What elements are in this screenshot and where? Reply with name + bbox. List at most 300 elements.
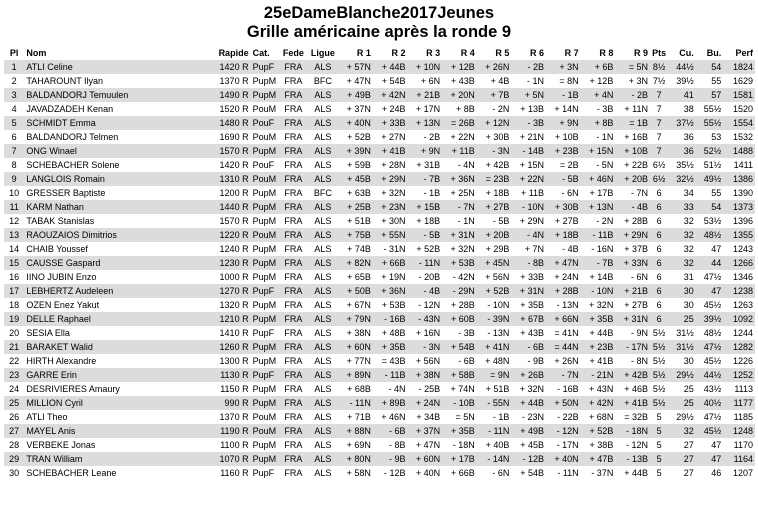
cell-points: 6 [650, 200, 668, 214]
cell-round-2: = 43B [373, 354, 408, 368]
cell-points: 6 [650, 256, 668, 270]
cell-round-8: - 3B [581, 102, 616, 116]
cell-buchholz: 46 [696, 466, 724, 480]
cell-league: ALS [308, 284, 339, 298]
cell-round-8: - 5N [581, 158, 616, 172]
cell-cumulative: 44½ [668, 60, 696, 74]
cell-cumulative: 27 [668, 452, 696, 466]
cell-place: 8 [4, 158, 24, 172]
tournament-title: 25eDameBlanche2017Jeunes [263, 4, 495, 22]
cell-league: ALS [308, 130, 339, 144]
cell-round-6: + 45B [511, 438, 546, 452]
header-buchholz: Bu. [706, 48, 722, 58]
cell-round-5: - 11N [477, 424, 512, 438]
cell-round-8: + 42N [581, 396, 616, 410]
cell-round-3: + 10N [407, 60, 442, 74]
cell-points: 5 [650, 410, 668, 424]
cell-category: PupM [251, 88, 280, 102]
cell-performance: 1238 [723, 284, 755, 298]
cell-federation: FRA [279, 144, 308, 158]
cell-round-5: + 41N [477, 340, 512, 354]
cell-category: PouM [251, 424, 280, 438]
cell-rating: 1240 R [208, 242, 251, 256]
cell-round-4: + 11B [442, 144, 477, 158]
cell-name: SCHEBACHER Solene [24, 158, 207, 172]
cell-round-5: + 29B [477, 242, 512, 256]
cell-federation: FRA [279, 326, 308, 340]
cell-performance: 1396 [723, 214, 755, 228]
cell-round-4: + 54B [442, 340, 477, 354]
cell-round-7: + 47N [546, 256, 581, 270]
cell-buchholz: 45½ [696, 298, 724, 312]
cell-cumulative: 33 [668, 200, 696, 214]
table-row [4, 312, 755, 326]
cell-round-5: + 26N [477, 60, 512, 74]
cell-federation: FRA [279, 284, 308, 298]
cell-round-8: + 47B [581, 452, 616, 466]
cell-federation: FRA [279, 158, 308, 172]
cell-round-8: - 21N [581, 368, 616, 382]
cell-round-1: + 49B [338, 88, 373, 102]
cell-league: ALS [308, 200, 339, 214]
cell-round-2: - 4N [373, 382, 408, 396]
cell-round-2: + 46N [373, 410, 408, 424]
cell-cumulative: 30 [668, 354, 696, 368]
table-row [4, 438, 755, 452]
cell-points: 7½ [650, 74, 668, 88]
header-round-7: R 7 [564, 48, 579, 58]
cell-round-6: + 67B [511, 312, 546, 326]
cell-round-3: - 12N [407, 298, 442, 312]
cell-name: ONG Winael [24, 144, 207, 158]
cell-round-4: + 31N [442, 228, 477, 242]
cell-round-2: + 29N [373, 172, 408, 186]
cell-rating: 1300 R [208, 354, 251, 368]
cell-performance: 1824 [723, 60, 755, 74]
cell-cumulative: 41 [668, 88, 696, 102]
cell-buchholz: 57 [696, 88, 724, 102]
cell-performance: 1248 [723, 424, 755, 438]
cell-place: 13 [4, 228, 24, 242]
cell-round-8: - 11B [581, 228, 616, 242]
cell-performance: 1488 [723, 144, 755, 158]
cell-round-7: - 1B [546, 88, 581, 102]
cell-performance: 1177 [723, 396, 755, 410]
cell-cumulative: 25 [668, 312, 696, 326]
cell-round-3: - 5B [407, 228, 442, 242]
cell-round-3: + 34B [407, 410, 442, 424]
cell-round-9: + 37B [615, 242, 650, 256]
cell-round-3: + 56N [407, 354, 442, 368]
cell-round-2: - 9B [373, 452, 408, 466]
cell-round-3: + 60N [407, 452, 442, 466]
cell-round-6: + 5N [511, 88, 546, 102]
table-row [4, 60, 755, 74]
cell-round-9: - 18N [615, 424, 650, 438]
cell-performance: 1629 [723, 74, 755, 88]
cell-name: SESIA Ella [24, 326, 207, 340]
cell-name: MAYEL Anis [24, 424, 207, 438]
cell-league: ALS [308, 452, 339, 466]
cell-points: 6 [650, 270, 668, 284]
cell-round-2: - 8B [373, 438, 408, 452]
cell-buchholz: 49½ [696, 172, 724, 186]
cell-round-8: - 16N [581, 242, 616, 256]
cell-name: VERBEKE Jonas [24, 438, 207, 452]
cell-category: PouM [251, 228, 280, 242]
cell-round-5: + 52B [477, 284, 512, 298]
cell-cumulative: 36 [668, 144, 696, 158]
cell-league: ALS [308, 298, 339, 312]
cell-round-7: + 66N [546, 312, 581, 326]
cell-federation: FRA [279, 368, 308, 382]
cell-place: 24 [4, 382, 24, 396]
cell-round-8: + 43N [581, 382, 616, 396]
cell-round-6: + 11B [511, 186, 546, 200]
cell-round-4: - 18N [442, 438, 477, 452]
header-round-9: R 9 [633, 48, 648, 58]
grid-subtitle: Grille américaine après la ronde 9 [246, 23, 512, 41]
cell-round-6: + 26B [511, 368, 546, 382]
cell-category: PupF [251, 284, 280, 298]
cell-round-9: + 21B [615, 284, 650, 298]
header-round-5: R 5 [495, 48, 510, 58]
cell-cumulative: 32 [668, 214, 696, 228]
cell-points: 6 [650, 242, 668, 256]
cell-round-2: - 31N [373, 242, 408, 256]
cell-round-4: + 58B [442, 368, 477, 382]
cell-buchholz: 39½ [696, 312, 724, 326]
cell-performance: 1170 [723, 438, 755, 452]
cell-round-1: + 68B [338, 382, 373, 396]
cell-round-6: + 15N [511, 158, 546, 172]
cell-round-5: + 12N [477, 116, 512, 130]
cell-performance: 1386 [723, 172, 755, 186]
cell-round-1: + 71B [338, 410, 373, 424]
cell-round-7: + 30B [546, 200, 581, 214]
table-row [4, 158, 755, 172]
cell-round-5: + 30B [477, 130, 512, 144]
cell-points: 8½ [650, 60, 668, 74]
cell-league: ALS [308, 60, 339, 74]
cell-round-6: - 4N [511, 228, 546, 242]
table-row [4, 424, 755, 438]
cell-round-5: - 1B [477, 410, 512, 424]
cell-cumulative: 37½ [668, 116, 696, 130]
cell-category: PupM [251, 186, 280, 200]
cell-cumulative: 39½ [668, 74, 696, 88]
cell-rating: 1160 R [208, 466, 251, 480]
cell-round-9: + 41B [615, 396, 650, 410]
cell-buchholz: 44 [696, 256, 724, 270]
cell-round-7: - 5B [546, 172, 581, 186]
cell-league: ALS [308, 172, 339, 186]
cell-place: 16 [4, 270, 24, 284]
cell-points: 5½ [650, 340, 668, 354]
cell-round-8: - 7B [581, 256, 616, 270]
cell-cumulative: 29½ [668, 368, 696, 382]
cell-buchholz: 47½ [696, 410, 724, 424]
cell-category: PouF [251, 116, 280, 130]
table-row [4, 298, 755, 312]
cell-round-9: = 5N [615, 60, 650, 74]
cell-category: PouM [251, 102, 280, 116]
cell-round-3: - 43N [407, 312, 442, 326]
cell-round-8: + 4N [581, 88, 616, 102]
cell-round-9: + 16B [615, 130, 650, 144]
header-round-1: R 1 [356, 48, 371, 58]
cell-round-2: + 24B [373, 102, 408, 116]
cell-federation: FRA [279, 438, 308, 452]
cell-round-9: + 31N [615, 312, 650, 326]
cell-round-3: - 25B [407, 382, 442, 396]
cell-round-5: + 40B [477, 438, 512, 452]
cell-name: CAUSSE Gaspard [24, 256, 207, 270]
cell-place: 4 [4, 102, 24, 116]
cell-name: RAOUZAIOS Dimitrios [24, 228, 207, 242]
cell-round-2: + 23N [373, 200, 408, 214]
cell-round-3: + 38N [407, 368, 442, 382]
cell-federation: FRA [279, 466, 308, 480]
cell-round-7: + 3N [546, 60, 581, 74]
cell-league: ALS [308, 326, 339, 340]
cell-rating: 1370 R [208, 410, 251, 424]
cell-category: PupM [251, 452, 280, 466]
cell-round-2: + 33B [373, 116, 408, 130]
cell-points: 6 [650, 284, 668, 298]
cell-round-6: - 12B [511, 452, 546, 466]
cell-round-4: + 20N [442, 88, 477, 102]
cell-round-3: - 1B [407, 186, 442, 200]
cell-round-2: + 66B [373, 256, 408, 270]
table-row [4, 144, 755, 158]
cell-cumulative: 32½ [668, 172, 696, 186]
cell-place: 1 [4, 60, 24, 74]
cell-place: 7 [4, 144, 24, 158]
cell-round-9: + 27B [615, 298, 650, 312]
cell-buchholz: 51½ [696, 158, 724, 172]
cell-performance: 1346 [723, 270, 755, 284]
cell-points: 6 [650, 228, 668, 242]
cell-place: 17 [4, 284, 24, 298]
cell-performance: 1092 [723, 312, 755, 326]
cell-round-6: + 7N [511, 242, 546, 256]
cell-name: TRAN William [24, 452, 207, 466]
cell-round-6: - 3B [511, 116, 546, 130]
cell-round-7: = 2B [546, 158, 581, 172]
cell-points: 7 [650, 144, 668, 158]
cell-round-5: + 42B [477, 158, 512, 172]
cell-performance: 1243 [723, 242, 755, 256]
cell-round-1: + 59B [338, 158, 373, 172]
cell-round-6: - 8B [511, 256, 546, 270]
table-row [4, 270, 755, 284]
cell-round-7: + 40N [546, 452, 581, 466]
cell-federation: FRA [279, 88, 308, 102]
cell-performance: 1554 [723, 116, 755, 130]
cell-round-4: + 8B [442, 102, 477, 116]
cell-round-9: + 33N [615, 256, 650, 270]
cell-rating: 1200 R [208, 186, 251, 200]
cell-federation: FRA [279, 74, 308, 88]
cell-cumulative: 32 [668, 242, 696, 256]
table-row [4, 284, 755, 298]
cell-federation: FRA [279, 60, 308, 74]
cell-round-4: + 43B [442, 74, 477, 88]
cell-rating: 1210 R [208, 312, 251, 326]
cell-round-5: - 55N [477, 396, 512, 410]
cell-performance: 1113 [723, 382, 755, 396]
cell-round-1: + 39N [338, 144, 373, 158]
cell-cumulative: 25 [668, 382, 696, 396]
cell-round-4: - 3B [442, 326, 477, 340]
cell-round-3: + 40N [407, 466, 442, 480]
cell-points: 5 [650, 452, 668, 466]
cell-rating: 1100 R [208, 438, 251, 452]
cell-points: 7 [650, 88, 668, 102]
cell-category: PouM [251, 172, 280, 186]
cell-performance: 1581 [723, 88, 755, 102]
cell-rating: 1520 R [208, 102, 251, 116]
cell-federation: FRA [279, 396, 308, 410]
cell-round-4: - 29N [442, 284, 477, 298]
cell-round-4: + 17B [442, 452, 477, 466]
cell-round-4: + 28B [442, 298, 477, 312]
cell-round-6: - 14B [511, 144, 546, 158]
cell-place: 21 [4, 340, 24, 354]
cell-cumulative: 30 [668, 284, 696, 298]
cell-round-2: + 41B [373, 144, 408, 158]
cell-place: 15 [4, 256, 24, 270]
cell-round-7: - 16B [546, 382, 581, 396]
cell-round-6: + 49B [511, 424, 546, 438]
cell-round-5: = 23B [477, 172, 512, 186]
cell-place: 28 [4, 438, 24, 452]
cell-round-4: + 25N [442, 186, 477, 200]
cell-round-3: + 52B [407, 242, 442, 256]
cell-rating: 990 R [208, 396, 251, 410]
cell-place: 20 [4, 326, 24, 340]
header-round-3: R 3 [426, 48, 441, 58]
cell-round-1: + 47N [338, 74, 373, 88]
cell-round-4: + 74N [442, 382, 477, 396]
cell-category: PupM [251, 256, 280, 270]
cell-points: 6 [650, 312, 668, 326]
cell-round-2: + 48B [373, 326, 408, 340]
cell-cumulative: 32 [668, 424, 696, 438]
cell-round-3: - 3N [407, 340, 442, 354]
cell-league: ALS [308, 382, 339, 396]
cell-round-8: + 46N [581, 172, 616, 186]
cell-cumulative: 34 [668, 186, 696, 200]
cell-round-6: - 23N [511, 410, 546, 424]
table-row [4, 326, 755, 340]
cell-round-3: + 47N [407, 438, 442, 452]
cell-rating: 1220 R [208, 228, 251, 242]
cell-round-2: + 53B [373, 298, 408, 312]
cell-round-2: - 12B [373, 466, 408, 480]
cell-name: JAVADZADEH Kenan [24, 102, 207, 116]
cell-rating: 1490 R [208, 88, 251, 102]
cell-performance: 1520 [723, 102, 755, 116]
cell-federation: FRA [279, 382, 308, 396]
cell-round-7: - 11N [546, 466, 581, 480]
cell-round-8: - 37N [581, 466, 616, 480]
table-row [4, 88, 755, 102]
cell-round-4: + 53B [442, 256, 477, 270]
table-row [4, 452, 755, 466]
cell-name: TABAK Stanislas [24, 214, 207, 228]
cell-points: 6 [650, 186, 668, 200]
cell-round-3: + 16N [407, 326, 442, 340]
cell-cumulative: 36 [668, 130, 696, 144]
table-row [4, 256, 755, 270]
table-row [4, 214, 755, 228]
cell-place: 26 [4, 410, 24, 424]
cell-round-6: - 2B [511, 60, 546, 74]
table-row [4, 172, 755, 186]
cell-name: DELLE Raphael [24, 312, 207, 326]
cell-buchholz: 55½ [696, 102, 724, 116]
cell-place: 19 [4, 312, 24, 326]
cell-round-2: + 27N [373, 130, 408, 144]
cell-round-3: - 7B [407, 172, 442, 186]
cell-round-4: = 26B [442, 116, 477, 130]
cell-league: ALS [308, 466, 339, 480]
cell-points: 6½ [650, 158, 668, 172]
cell-cumulative: 31½ [668, 340, 696, 354]
cell-round-7: - 7N [546, 368, 581, 382]
cell-name: SCHEBACHER Leane [24, 466, 207, 480]
cell-round-4: - 6B [442, 354, 477, 368]
cell-rating: 1370 R [208, 74, 251, 88]
cell-round-3: + 18B [407, 214, 442, 228]
cell-place: 2 [4, 74, 24, 88]
cell-buchholz: 48½ [696, 326, 724, 340]
cell-place: 30 [4, 466, 24, 480]
header-cumulative: Cu. [679, 48, 694, 58]
cell-federation: FRA [279, 340, 308, 354]
cell-round-5: - 10N [477, 298, 512, 312]
table-row [4, 368, 755, 382]
cell-category: PupM [251, 144, 280, 158]
cell-round-5: = 9N [477, 368, 512, 382]
cell-place: 5 [4, 116, 24, 130]
cell-category: PouF [251, 158, 280, 172]
cell-round-6: + 44B [511, 396, 546, 410]
cell-round-4: - 42N [442, 270, 477, 284]
cell-name: IINO JUBIN Enzo [24, 270, 207, 284]
cell-round-9: + 10B [615, 144, 650, 158]
cell-buchholz: 55 [696, 186, 724, 200]
cell-round-5: - 3N [477, 144, 512, 158]
cell-points: 5 [650, 466, 668, 480]
cell-league: ALS [308, 214, 339, 228]
cell-round-3: + 31B [407, 158, 442, 172]
cell-league: ALS [308, 242, 339, 256]
cell-performance: 1244 [723, 326, 755, 340]
cell-round-3: + 24N [407, 396, 442, 410]
cell-round-6: + 54B [511, 466, 546, 480]
cell-round-6: + 32N [511, 382, 546, 396]
cell-points: 6½ [650, 172, 668, 186]
cell-performance: 1207 [723, 466, 755, 480]
cell-round-4: + 66B [442, 466, 477, 480]
cell-round-9: - 2B [615, 88, 650, 102]
cell-points: 5 [650, 438, 668, 452]
cell-performance: 1373 [723, 200, 755, 214]
cell-round-9: + 22B [615, 158, 650, 172]
